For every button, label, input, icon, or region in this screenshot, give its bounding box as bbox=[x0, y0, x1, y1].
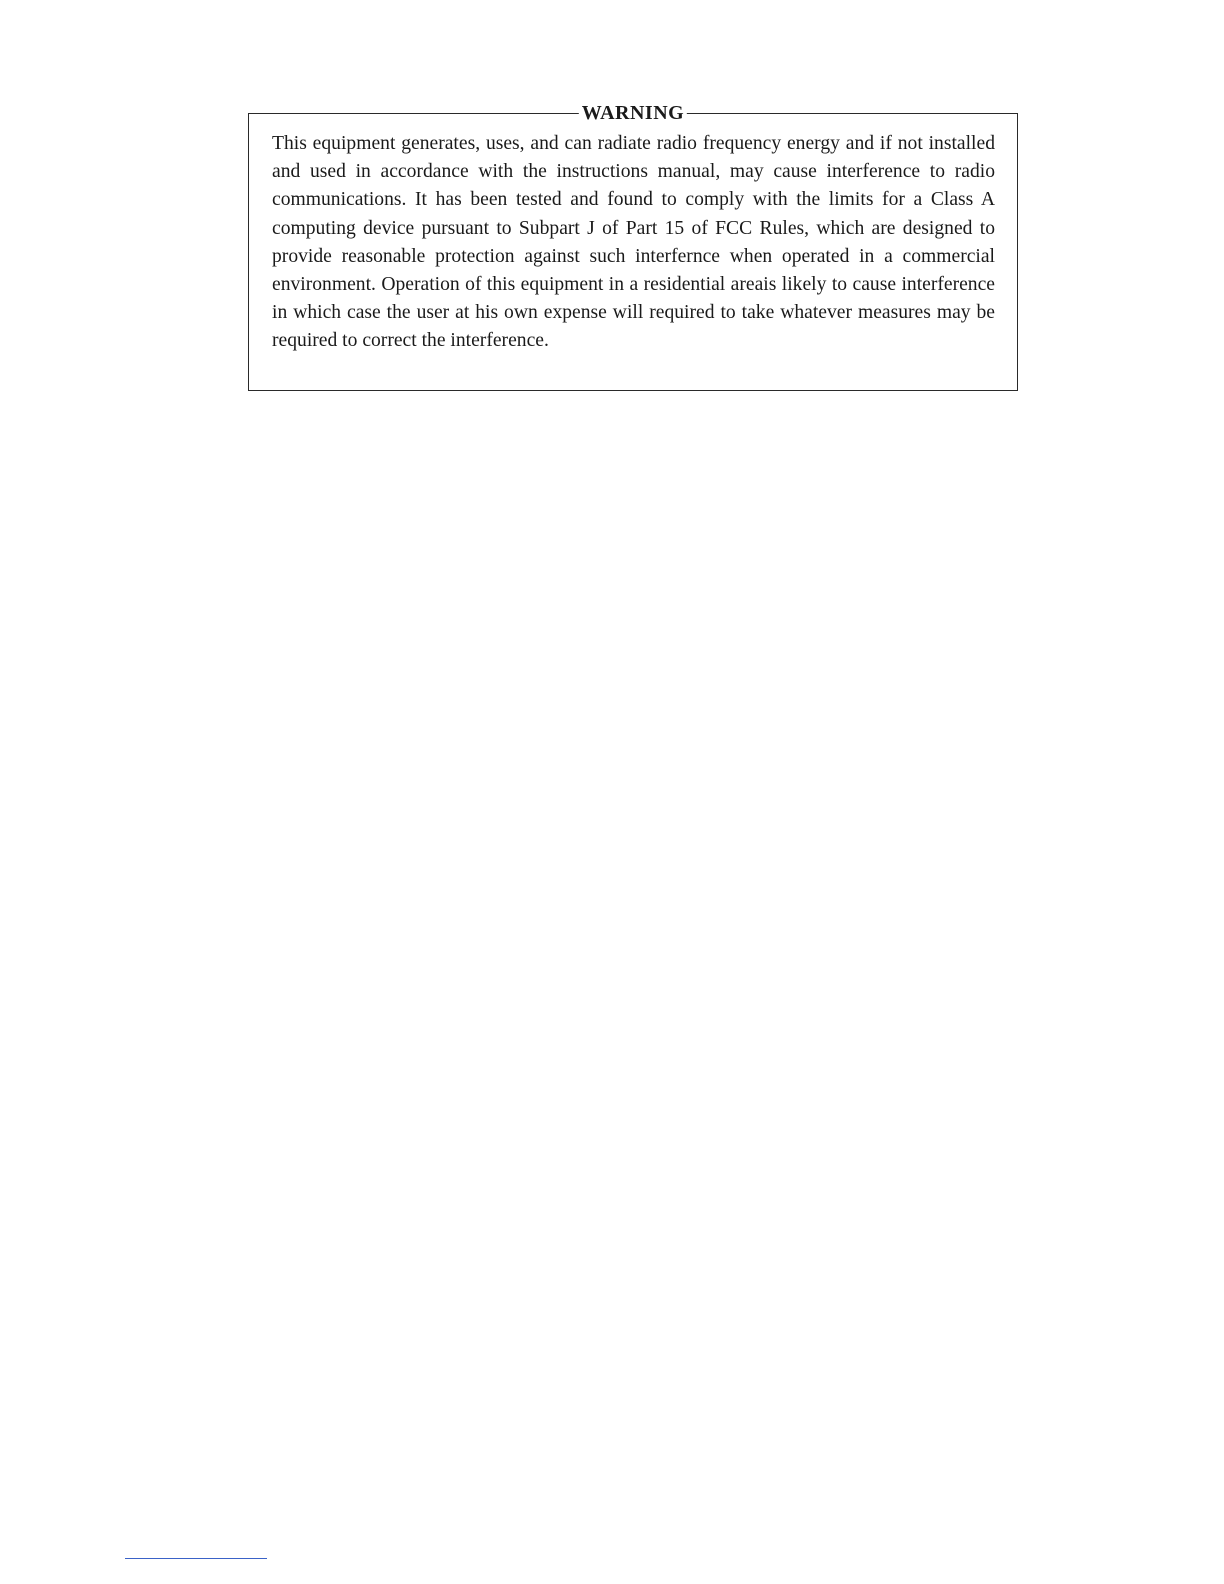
warning-text: This equipment generates, uses, and can radiate radio frequency energy and if not installed and used in accordance with the instructions manual, may cause interference to radio communications. It has been tested and found to comply with the limits for a Class A computing device pursuant to Subpart J of Part 15 of FCC Rules, which are designed to provide reasonable protection against such interfernce when operated in a commercial environment. Operation of this equipment in a residential areais likely to cause interference in which case the user at his own expense will required to take whatever measures may be required to correct the interference. bbox=[272, 133, 995, 352]
footer-rule bbox=[125, 1558, 267, 1559]
warning-title: WARNING bbox=[579, 100, 687, 126]
warning-box bbox=[248, 102, 1018, 391]
